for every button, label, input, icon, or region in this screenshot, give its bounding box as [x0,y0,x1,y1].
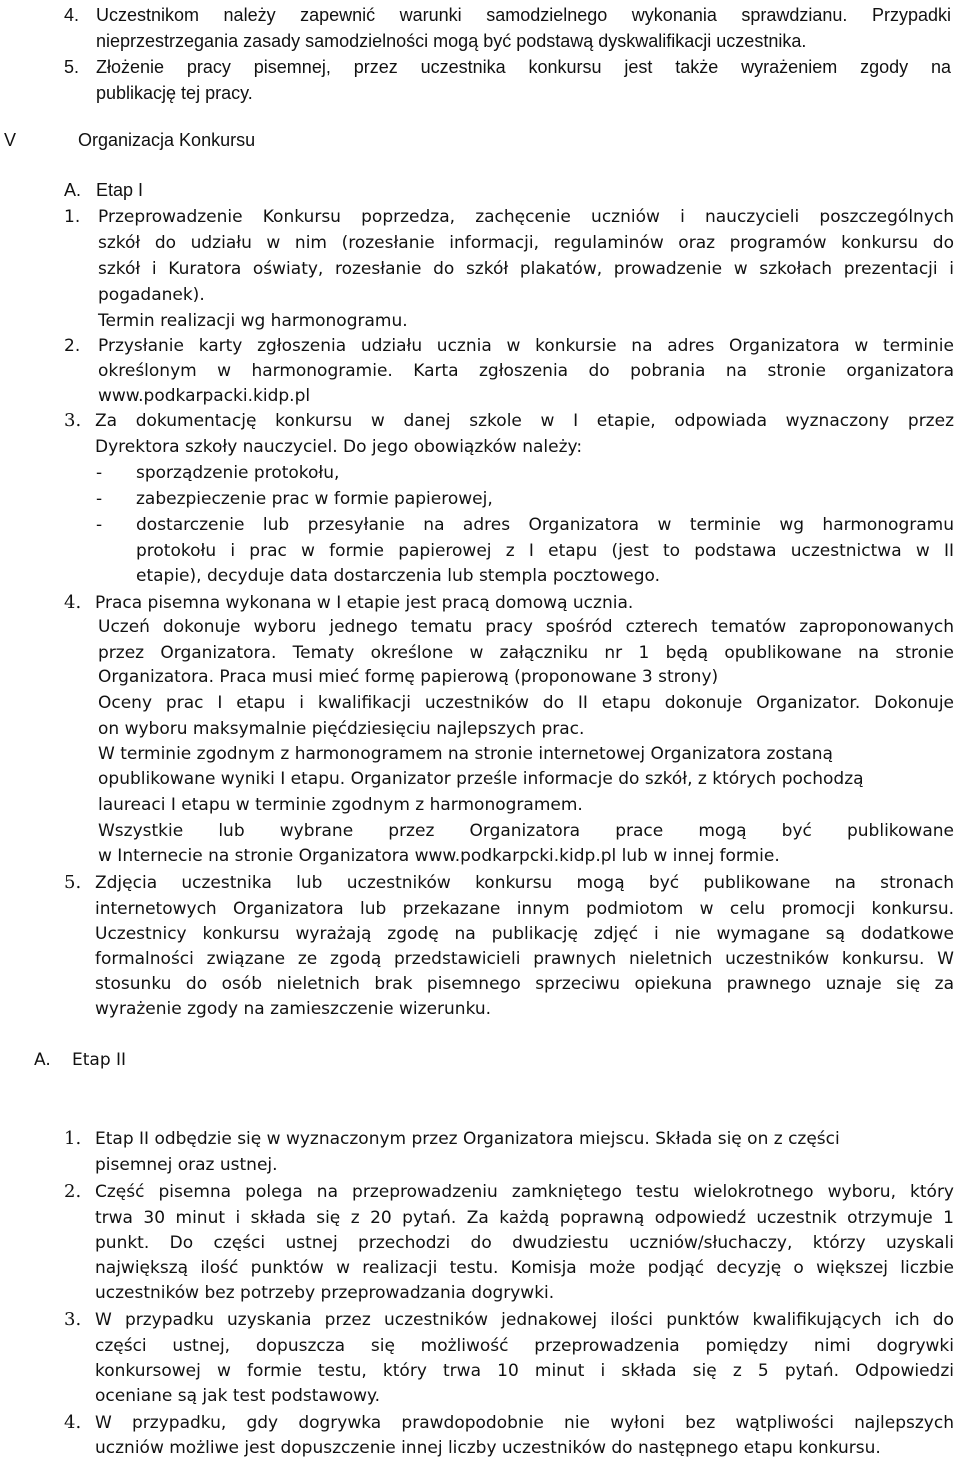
etap1-item-3-line-2 [0,434,960,460]
paragraph-line: określonym w harmonogramie. Karta zgłoszenia do pobrania na stronie organizatora [98,361,954,381]
paragraph-line: W przypadku, gdy dogrywka prawdopodobnie nie wyłoni bez wątpliwości najlepszych [95,1413,954,1433]
dash-item-1 [0,460,960,486]
etap1-item-4-line-9 [0,792,960,818]
paragraph-line: pogadanek). [98,285,205,305]
paragraph-line: Uczestnicy konkursu wyrażają zgodę na publikację zdjęć i nie wymagane są dodatkowe [95,924,954,944]
dash-item-3-line-1 [0,512,960,538]
dash-item-text: dostarczenie lub przesyłanie na adres Organizatora w terminie wg harmonogramu [136,515,954,535]
etap2-item-3-line-3 [0,1358,960,1384]
paragraph-line: stosunku do osób nieletnich brak pisemnego sprzeciwu opiekuna prawnego uznaje się za [95,974,954,994]
paragraph-line: Złożenie pracy pisemnej, przez uczestnika konkursu jest także wyrażeniem zgody na [96,57,951,77]
item-number: 2. [64,1181,82,1202]
heading-text: Etap II [72,1050,127,1070]
paragraph-line: części ustnej, dopuszcza się możliwość przeprowadzenia pomiędzy nimi dogrywki [95,1336,954,1356]
etap2-item-3-line-1 [0,1307,960,1333]
etap1-item-4-line-2 [0,614,960,640]
etap2-item-2-line-1 [0,1179,960,1205]
etap2-heading [0,1047,960,1073]
section-title: Organizacja Konkursu [78,130,256,150]
paragraph-line: on wyboru maksymalnie pięćdziesięciu najlepszych prac. [98,719,585,739]
etap2-item-2-line-4 [0,1255,960,1281]
paragraph-line: oceniane są jak test podstawowy. [95,1386,381,1406]
etap1-item-4-line-8 [0,766,960,792]
etap2-item-2-line-5 [0,1280,960,1306]
etap1-item-1-line-3 [0,256,960,282]
paragraph-line: nieprzestrzegania zasady samodzielności mogą być podstawą dyskwalifikacji uczestnika. [96,31,807,51]
item-number: 5. [64,872,82,893]
paragraph-line: W przypadku uzyskania przez uczestników jednakowej ilości punktów kwalifikujących ich do [95,1310,954,1330]
item-number: 1. [64,1128,82,1149]
paragraph-line: Przeprowadzenie Konkursu poprzedza, zachęcenie uczniów i nauczycieli poszczególnych [98,207,954,227]
etap1-item-2-line-2 [0,358,960,384]
etap2-item-1-line-1 [0,1126,960,1152]
item-number: 3. [64,410,82,431]
dash-item-2 [0,486,960,512]
paragraph-line: W terminie zgodnym z harmonogramem na stronie internetowej Organizatora zostaną [98,744,833,764]
item-number: 2. [64,336,81,356]
item-number: 1. [64,207,81,227]
dash-marker: - [96,463,103,483]
etap1-item-4-line-1 [0,590,960,616]
paragraph-line: Zdjęcia uczestnika lub uczestników konkursu mogą być publikowane na stronach [95,873,954,893]
paragraph-line: Oceny prac I etapu i kwalifikacji uczestników do II etapu dokonuje Organizator. Dokonuje [98,693,954,713]
item-number: 3. [64,1309,82,1330]
paragraph-line: pisemnej oraz ustnej. [95,1155,278,1175]
paragraph-line: szkół do udziału w nim (rozesłanie informacji, regulaminów oraz programów konkursu do [98,233,954,253]
etap2-item-1-line-2 [0,1152,960,1178]
dash-marker: - [96,489,103,509]
paragraph-line: uczestników bez potrzeby przeprowadzania dogrywki. [95,1283,555,1303]
etap2-item-3-line-2 [0,1333,960,1359]
top-item-5-line-2 [0,80,960,106]
paragraph-line: Część pisemna polega na przeprowadzeniu zamkniętego testu wielokrotnego wyboru, który [95,1182,954,1202]
paragraph-line: Dyrektora szkoły nauczyciel. Do jego obowiązków należy: [95,437,583,457]
item-number: 4. [64,5,80,25]
top-item-4-line-1 [0,2,960,28]
paragraph-line: opublikowane wyniki I etapu. Organizator prześle informacje do szkół, z których pochodzą [98,769,864,789]
etap1-item-5-line-4 [0,946,960,972]
paragraph-line: Przysłanie karty zgłoszenia udziału ucznia w konkursie na adres Organizatora w terminie [98,336,954,356]
paragraph-line: laureaci I etapu w terminie zgodnym z harmonogramem. [98,795,583,815]
etap1-item-5-line-3 [0,921,960,947]
etap1-item-4-line-4 [0,664,960,690]
heading-text: Etap I [96,180,144,200]
heading-letter: A. [64,180,82,200]
etap2-item-2-line-3 [0,1230,960,1256]
etap1-item-5-line-6 [0,996,960,1022]
dash-item-text: etapie), decyduje data dostarczenia lub stempla pocztowego. [136,566,661,586]
etap1-item-1-line-5 [0,308,960,334]
item-number: 4. [64,1412,82,1433]
etap2-item-3-line-4 [0,1383,960,1409]
paragraph-line: Uczestnikom należy zapewnić warunki samodzielnego wykonania sprawdzianu. Przypadki [96,5,951,25]
etap1-item-5-line-5 [0,971,960,997]
etap1-item-4-line-5 [0,690,960,716]
paragraph-line: Uczeń dokonuje wyboru jednego tematu pracy spośród czterech tematów zaproponowanych [98,617,954,637]
paragraph-line: Etap II odbędzie się w wyznaczonym przez Organizatora miejscu. Składa się on z części [95,1129,840,1149]
paragraph-line: Wszystkie lub wybrane przez Organizatora prace mogą być publikowane [98,821,954,841]
top-item-5-line-1 [0,54,960,80]
etap1-item-4-line-6 [0,716,960,742]
etap1-item-4-line-7 [0,741,960,767]
dash-marker: - [96,515,103,535]
paragraph-line: uczniów możliwe jest dopuszczenie innej liczby uczestników do następnego etapu konkursu. [95,1438,881,1458]
section-heading [0,127,960,153]
dash-item-3-line-2 [0,538,960,564]
paragraph-line: formalności związane ze zgodą przedstawicieli prawnych nieletnich uczestników konkursu. W [95,949,954,969]
paragraph-line: Termin realizacji wg harmonogramu. [98,311,408,331]
paragraph-line: publikację tej pracy. [96,83,253,103]
etap1-item-4-line-10 [0,818,960,844]
dash-item-3-line-3 [0,563,960,589]
etap1-item-4-line-11 [0,843,960,869]
etap1-item-1-line-4 [0,282,960,308]
item-number: 4. [64,592,82,613]
etap1-item-3-line-1 [0,408,960,434]
paragraph-line: przez Organizatora. Tematy określone w załączniku nr 1 będą opublikowane na stronie [98,643,954,663]
paragraph-line: Organizatora. Praca musi mieć formę papierową (proponowane 3 strony) [98,667,719,687]
dash-item-text: sporządzenie protokołu, [136,463,340,483]
item-number: 5. [64,57,80,77]
section-number: V [4,130,17,150]
etap2-item-4-line-2 [0,1435,960,1461]
paragraph-line: Za dokumentację konkursu w danej szkole w I etapie, odpowiada wyznaczony przez [95,411,954,431]
etap1-item-2-line-1 [0,333,960,359]
etap1-heading [0,177,960,203]
etap1-item-1-line-1 [0,204,960,230]
paragraph-line: punkt. Do części ustnej przechodzi do dwudziestu uczniów/słuchaczy, którzy uzyskali [95,1233,954,1253]
paragraph-line: największą ilość punktów w realizacji testu. Komisja może podjąć decyzję o większej liczbie [95,1258,954,1278]
etap1-item-2-line-3 [0,383,960,409]
etap1-item-5-line-2 [0,896,960,922]
etap1-item-1-line-2 [0,230,960,256]
etap2-item-4-line-1 [0,1410,960,1436]
dash-item-text: protokołu i prac w formie papierowej z I etapu (jest to podstawa uczestnictwa w II [136,541,954,561]
paragraph-line: szkół i Kuratora oświaty, rozesłanie do szkół plakatów, prowadzenie w szkołach prezentacji i [98,259,954,279]
etap2-item-2-line-2 [0,1205,960,1231]
paragraph-line: internetowych Organizatora lub przekazane innym podmiotom w celu promocji konkursu. [95,899,954,919]
paragraph-line: Praca pisemna wykonana w I etapie jest pracą domową ucznia. [95,593,634,613]
paragraph-line: wyrażenie zgody na zamieszczenie wizerunku. [95,999,492,1019]
paragraph-line: w Internecie na stronie Organizatora www.podkarpcki.kidp.pl lub w innej formie. [98,846,780,866]
heading-letter: A. [34,1050,51,1070]
etap1-item-4-line-3 [0,640,960,666]
top-item-4-line-2 [0,28,960,54]
etap1-item-5-line-1 [0,870,960,896]
paragraph-line: konkursowej w formie testu, który trwa 10 minut i składa się z 5 pytań. Odpowiedzi [95,1361,954,1381]
paragraph-line: www.podkarpacki.kidp.pl [98,386,311,406]
paragraph-line: trwa 30 minut i składa się z 20 pytań. Za każdą poprawną odpowiedź uczestnik otrzymuje 1 [95,1208,954,1228]
dash-item-text: zabezpieczenie prac w formie papierowej, [136,489,493,509]
